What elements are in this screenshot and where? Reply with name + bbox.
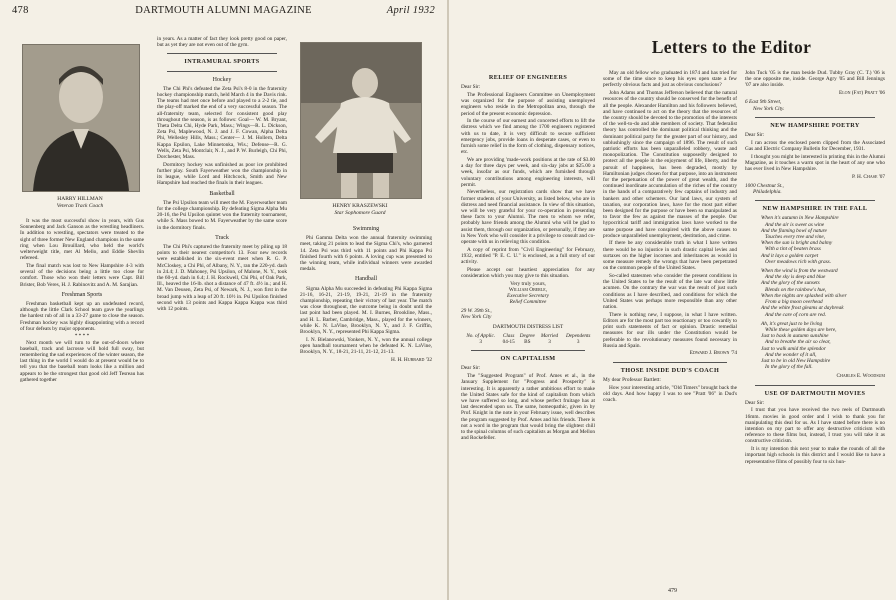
table-cell: 04-15 bbox=[502, 339, 515, 346]
address-line: Philadelphia. bbox=[753, 189, 782, 196]
address-line: New York City. bbox=[753, 105, 785, 112]
relief-heading: RELIEF OF ENGINEERS bbox=[488, 74, 568, 81]
closing-name: William Oberle, bbox=[508, 287, 548, 293]
paragraph: So-called statesmen who consider the present conditions in the United States to be the result of the late war show little acumen. On the contrary the war was the result of just such conditions as I have described, and conditions for which the United States was perhaps more responsible than any other nation. bbox=[603, 273, 737, 311]
movies-heading: USE OF DARTMOUTH MOVIES bbox=[764, 389, 866, 397]
paragraph: It was the most successful show in years, with Gus Sonnenberg and Jack Ganson as the wrestling headliners. In addition to wrestling, spectators were treated to the sight of three former New England champions in the same ring when Lou Brouillard, who held the world's welterweight title, met Al Mello, and Eddie Shevlin refereed. bbox=[20, 218, 144, 262]
paragraph: Sigma Alpha Mu succeeded in defeating Phi Kappa Sigma 21-16, 16-21, 21-19, 19-21, 21-19 in the fraternity championship, repeating their victory of last year. The match was close throughout, the outcome being in doubt until the last point had been played. M. I. Burnes, Brookline, Mass., and H. L. Barber, Cambridge, Mass., played for the winners, while K. N. LaVine, Brooklyn, N. Y., and J. F. Griffin, Brooklyn, N. Y., represented Phi Kappa Sigma. bbox=[300, 285, 432, 336]
handball-heading: Handball bbox=[355, 276, 377, 283]
photo2-caption bbox=[300, 203, 420, 216]
magazine-title: DARTMOUTH ALUMNI MAGAZINE bbox=[135, 5, 312, 16]
paragraph: A copy of reprint from "Civil Engineering" for February, 1932, entitled "P. E. C. U." is enclosed, as a full story of our activity. bbox=[461, 246, 595, 266]
poem-line: And the sky is deep and blue bbox=[765, 274, 826, 281]
address-line: 6 East 9th Street, bbox=[745, 99, 782, 106]
divider bbox=[755, 385, 875, 386]
divider bbox=[167, 71, 277, 72]
paragraph: In the course of our earnest and concerted efforts to lift the distress which we find among the 1700 engineers registered with us to date, it is very difficult to secure sufficient emergency jobs, provide loans in desperate cases, or even to furnish some relief in the form of clothing, dispensary notices, etc. bbox=[461, 118, 595, 156]
poem-line: And the white frost gleams at daybreak bbox=[761, 305, 844, 312]
right-col2-text bbox=[603, 70, 737, 592]
paragraph: The Chi Phi's captured the fraternity meet by piling up 18 points to their nearest competitor's 13. Four new records were established in the six-event meet when R. G. P. McCloskey, a Chi Phi, of Albany, N. Y., ran the 220-yd. dash in 24.4; J. D. Mahoney, Psi Upsilon, of Malone, N. Y., took the 60-yd. dash in 6.4; J. H. Rockwell, Chi Phi, of Oak Park, Ill., heaved the 16-lb. shot a distance of 47 ft. 4½ in.; and H. M. Van Deusen, Zeta Psi, of Newark, N. J., won first in the broad jump with a leap of 20 ft. 10½ in. Psi Upsilon finished second with 13 points and Kappa Kappa Kappa was third with 12 points. bbox=[157, 243, 287, 313]
capitalism-heading: ON CAPITALISM bbox=[500, 355, 556, 363]
poem-line: Touches every tree and vine, bbox=[765, 234, 826, 241]
poem-line: Ah, it's great just to be living bbox=[761, 320, 823, 327]
divider bbox=[755, 117, 875, 118]
paragraph: I thought you might be interested in printing this in the Alumni Magazine, as it touches a warm spot in the heart of any one who has ever lived in New Hampshire. bbox=[745, 153, 885, 172]
section-stars: * * * * bbox=[74, 333, 90, 340]
poem-line: And the care of corn are red. bbox=[765, 311, 827, 318]
poem-line: And the air is sweet as wine bbox=[765, 221, 825, 228]
poem-line: Just to bask in autumn sunshine bbox=[761, 333, 829, 340]
paragraph: Next month we will turn to the out-of-doors where baseball, track and lacrosse will hold full sway, but remembering the sad experiences of the winter season, the last thing in the world I would do at present would be to tell you that the baseball team looks like a million and appears to be the strongest that good old Jeff Tesreau has gathered together bbox=[20, 339, 144, 383]
closing-org: Relief Committee bbox=[509, 299, 547, 306]
issue-date: April 1932 bbox=[386, 5, 435, 16]
poem-stanza bbox=[761, 321, 885, 371]
poem-line: Just to walk amid the splendor bbox=[761, 345, 826, 352]
table-col-header: Class bbox=[502, 333, 515, 340]
poetry-heading: NEW HAMPSHIRE POETRY bbox=[770, 121, 860, 129]
closing-line: Very truly yours, bbox=[510, 280, 546, 287]
left-col1-text bbox=[20, 218, 144, 596]
poem-line: When the wind is from the westward bbox=[761, 268, 838, 275]
poem-line: From a big moon overhead bbox=[765, 299, 823, 306]
poem-stanza bbox=[761, 268, 885, 318]
table-col-header: Degree bbox=[519, 333, 535, 340]
paragraph: It is my intention this next year to make the rounds of all the important high schools in this district and I would like to have a representative films of possibly four to six hun- bbox=[745, 446, 885, 465]
distress-table-heading: DARTMOUTH DISTRESS LIST bbox=[492, 324, 564, 331]
poem-line: Blends on the rainbow's hue, bbox=[765, 286, 827, 293]
poem-line: And it lays a golden carpet bbox=[761, 252, 819, 259]
caption-role: Star Sophomore Guard bbox=[334, 209, 386, 216]
divider bbox=[755, 200, 875, 201]
paragraph: The final match was lost to New Hampshire 4-3 with several of the decisions being a little too close for comfort. Those who won their letters were Capt. Bill Brister, Bob Veres, H. J. Rabinovitz and A. M. Sarajian. bbox=[20, 262, 144, 288]
paragraph: Dormitory hockey was unfinished as poor ice prohibited further play. South Fayerweather won the championship in its league, while Lord and Hitchcock, Smith and New Hampshire had reached the finals in their leagues. bbox=[157, 161, 287, 187]
left-col3-text bbox=[300, 222, 432, 596]
address bbox=[745, 183, 885, 195]
divider bbox=[167, 53, 277, 54]
address bbox=[745, 99, 885, 111]
poem bbox=[745, 215, 885, 370]
poem-line: And the wonder of it all, bbox=[765, 351, 817, 358]
salutation: Dear Sir: bbox=[745, 131, 765, 138]
closing bbox=[461, 281, 595, 306]
closing-title: Executive Secretary bbox=[506, 293, 549, 300]
paragraph: May an old fellow who graduated in 1874 and has tried for some of the time since to keep his eyes open state a few perfectly obvious facts and just as obvious conclusions? bbox=[603, 70, 737, 89]
address bbox=[461, 308, 595, 320]
portrait-image bbox=[23, 45, 139, 191]
photo-harry-hillman bbox=[22, 44, 140, 192]
paragraph: Phi Gamma Delta won the annual fraternity swimming meet, taking 21 points to lead the Sigma Chi's, who garnered 14. Zeta Psi was third with 11 points and Phi Kappa Psi finished fourth with 6 points. A loving cup was presented to the winning team, while individual winners were awarded medals. bbox=[300, 235, 432, 273]
intramural-heading: INTRAMURAL SPORTS bbox=[184, 58, 260, 66]
left-col2-text bbox=[157, 36, 287, 596]
swimming-heading: Swimming bbox=[352, 226, 380, 232]
poem-line: And the glory of the sunsets bbox=[761, 280, 820, 287]
basketball-heading: Basketball bbox=[209, 190, 235, 197]
table-col-header: No. of Applic. bbox=[466, 333, 496, 340]
divider bbox=[471, 350, 585, 351]
table-col-header: Married bbox=[540, 333, 559, 340]
right-col3-text bbox=[745, 70, 885, 592]
divider bbox=[613, 362, 727, 363]
poem-line: While these golden days are here, bbox=[765, 326, 837, 333]
hockey-heading: Hockey bbox=[212, 76, 232, 83]
author-signature: H. H. Hubbard '32 bbox=[390, 356, 432, 363]
poem-line: And the flaming bowl of nature bbox=[761, 227, 827, 234]
author-signature: Edward J. Brown '74 bbox=[689, 350, 737, 357]
poem-line: And to breathe the air so clear, bbox=[765, 339, 831, 346]
athlete-image bbox=[301, 43, 421, 198]
poem-line: Over meadows rich with grass. bbox=[765, 258, 832, 265]
paragraph: How your interesting article, "Old Timers" brought back the old days. And how happy I was to see "Pratt '06" in Dud's coach. bbox=[603, 384, 737, 403]
poem-author: Charles E. Woodsum bbox=[836, 373, 885, 380]
table-row bbox=[461, 339, 595, 345]
table-cell: 3 bbox=[576, 339, 580, 346]
paragraph: John Adams and Thomas Jefferson believed that the natural resources of the country should be conserved for the benefit of all the people. Alexander Hamilton and his followers believed, and have continued to act on the theory that the resources of the country should be devoted to the promotion of the interests of the well-to-do and able members of society. That federalist theory has controlled the dominant political thinking and the dominant political party for the greater part of our history, and unblushingly since the campaign of 1896. The result of such patriotic efforts has been unparalleled robbery, waste and monopolization. The Constitution supposedly designed to protect all the people in the enjoyment of life, liberty, and the pursuit of happiness, has been degraded, mostly by Hamiltonian judges chosen for that purpose, into an instrument for the perpetuation of the power of great wealth, and the continued inordinate accumulation of the riches of the country in the hands of a comparatively few captains of industry and bankers and other schemers. Our land laws, our system of taxation, our corporation laws, have for the most part either been designed for the purpose or have been so manipulated as to favor the few as against the masses of the people. Our hypocritical tariff and immigration laws have worked to the same purpose and have conspired with the above causes to produce unparalleled unemployment, destitution, and crime. bbox=[603, 90, 737, 239]
paragraph: If there be any considerable truth in what I have written there would be no injustice in such drastic capital levies and surtaxes on the higher incomes and inheritances as would in some measure remedy the wrongs that have been perpetrated on the common people of the United States. bbox=[603, 240, 737, 272]
track-heading: Track bbox=[215, 234, 229, 241]
paragraph: I. N. Bielanowski, Yonkers, N. Y., won the annual college open handball tournament when he defeated K. N. LaVine, Brooklyn, N. Y., 18-21, 21-11, 21-12, 21-13. bbox=[300, 336, 432, 356]
address-line: New York City bbox=[461, 313, 492, 320]
salutation: My dear Professor Bartlett: bbox=[603, 376, 661, 383]
distress-table bbox=[461, 333, 595, 345]
photo-henry-kraszewski bbox=[300, 42, 422, 199]
table-cell: BS bbox=[524, 339, 531, 346]
salutation: Dear Sir: bbox=[461, 84, 481, 91]
dud-heading: THOSE INSIDE DUD'S COACH bbox=[620, 366, 720, 374]
address-line: 29 W. 39th St., bbox=[461, 307, 492, 314]
poem-line: When the sun is bright and balmy bbox=[761, 240, 833, 247]
freshman-heading: Freshman Sports bbox=[61, 291, 103, 298]
paragraph: There is nothing new, I suppose, in what I have written. Editors are for the most part too reactionary or too cowardly to print such statements of fact or opinion. Drastic remedial measures for our ills under the Constitution would be preferable to the revolutionary measures found necessary in Russia and Spain. bbox=[603, 311, 737, 349]
paragraph: The Psi Upsilon team will meet the M. Fayerweather team for the college championship. By defeating Sigma Alpha Mu 20-16, the Psi Upsilon quintet won the fraternity tournament, while S. Mass bowed to M. Fayerweather by the same score in the dormitory finals. bbox=[157, 199, 287, 231]
salutation: Dear Sir: bbox=[461, 365, 481, 372]
paragraph: We are providing 'made-work positions at the rate of $3.00 a day for three days per week, and six-day jobs at $25.00 a week, insofar as our funds, which are furnished through voluntary contributions among engineering interests, will permit. bbox=[461, 156, 595, 188]
paragraph: The "Suggested Program" of Prof. Ames et al., in the January Supplement for "Progress and Prosperity" is interesting. It is apparently a rather ambitious effort to make the United States safe for the kind of capitalism from which we have suffered so long, and whose perfect fruitage has at last descended upon us. The same, homeopathic, given in by Prof. Knight in the note in your February issue, well describes the program suggested by Prof. Ames and his friends. There is not a word in the program that would bring the slightest chill to the spinal columns of such capitalists as Morgan and Mellon and Rockefeller. bbox=[461, 373, 595, 442]
right-col1-text bbox=[461, 70, 595, 592]
table-cell: 3 bbox=[548, 339, 551, 346]
poem-stanza bbox=[761, 215, 885, 265]
poem-line: When the nights are splashed with silver bbox=[761, 292, 847, 299]
caption-name: HENRY KRASZEWSKI bbox=[332, 203, 388, 209]
poem-line: With a tint of beaten brass bbox=[765, 246, 821, 253]
paragraph: I trust that you have received the two reels of Dartmouth 16mm. movies in good order and I wish to thank you for manipulating this deal for us. As I have stated before there is no intention on my part to offer any destructive criticism with reference to these films but, instead, I trust you will take it as constructive criticism. bbox=[745, 407, 885, 445]
photo1-caption bbox=[22, 196, 138, 209]
address-line: 1000 Chestnut St., bbox=[745, 182, 784, 189]
fall-heading: NEW HAMPSHIRE IN THE FALL bbox=[762, 205, 868, 213]
section-title: Letters to the Editor bbox=[651, 37, 812, 57]
salutation: Dear Sir: bbox=[745, 399, 765, 406]
paragraph: I ran across the enclosed poem clipped from the Associated Gas and Electric Company Bulletin for December, 1931. bbox=[745, 139, 885, 152]
poem-line: Just to be in old New Hampshire bbox=[761, 357, 831, 364]
right-page bbox=[449, 0, 896, 600]
paragraph: The Professional Engineers Committee on Unemployment was organized for the purpose of assisting unemployed engineers who reside in the Metropolitan area, through the period of the present economic depression. bbox=[461, 91, 595, 117]
author-signature: P. H. Chase '07 bbox=[851, 173, 885, 180]
caption-role: Veteran Track Coach bbox=[56, 202, 104, 209]
poem-line: In the glory of the fall. bbox=[765, 364, 813, 371]
author-signature: Elon (Fat) Pratt '06 bbox=[839, 90, 885, 97]
paragraph: in years. As a matter of fact they look pretty good on paper, but as yet they are not even out of the gym. bbox=[157, 36, 287, 49]
table-cell: 3 bbox=[479, 339, 482, 346]
caption-name: HARRY HILLMAN bbox=[57, 196, 103, 202]
paragraph: John Tuck '05 is the man beside Dud. Tubby Gray (C. T.) '06 is the one opposite me, inside. George Agry '05 and Bill Jennings '07 are also inside. bbox=[745, 70, 885, 89]
poem-line: When it's autumn in New Hampshire bbox=[761, 215, 839, 222]
page-number-left: 478 bbox=[12, 5, 29, 16]
running-header bbox=[12, 5, 435, 21]
paragraph: Nevertheless, our registration cards show that we have former students of your University, as listed below, who are in distress and need financial assistance. In view of this situation, we will be very grateful for your co-operation in presenting these facts to your Alumni. The men to whom we refer, probably have friends among the Alumni who will be glad to assist them, through our organization, or personally, if they are in New York who will consider it a privilege to consult and co-operate with us in relieving this condition. bbox=[461, 189, 595, 246]
paragraph: Please accept our heartiest appreciation for any consideration which you may give to this situation. bbox=[461, 266, 595, 280]
table-col-header: Dependents bbox=[565, 333, 591, 340]
paragraph: The Chi Phi's defeated the Zeta Psi's 8-0 in the fraternity hockey championship match, held March 4 in the Davis rink. The teams had met once before and played to a 2-2 tie, and the play-off marked the end of a very successful season. The all-fraternity team, selected for consistent good play throughout the season, is as follows: Goal— W. M. Bryant, Theta Delta Chi, Hyde Park, Mass.; Wings—R. L. Dickson, Zeta Psi, Maplewood, N. J. and J. F. Cowan, Alpha Delta Phi, Wellesley Hills, Mass.; Center— J. M. Hollern, Delta Kappa Epsilon, Lake Minnetonka, Wis.; Defense—R. G. Wells, Zeta Psi, Montclair, N. J., and P. W. Burleigh, Chi Phi, Dorchester, Mass. bbox=[157, 85, 287, 161]
page-number-right: 479 bbox=[668, 588, 677, 594]
paragraph: Freshman basketball kept up an undefeated record, although the little Clark School team gave the yearlings the hardest rub of all in a 33-27 game to close the season. Freshman hockey was highly disappointing with a record of four defeats by major opponents. bbox=[20, 300, 144, 332]
